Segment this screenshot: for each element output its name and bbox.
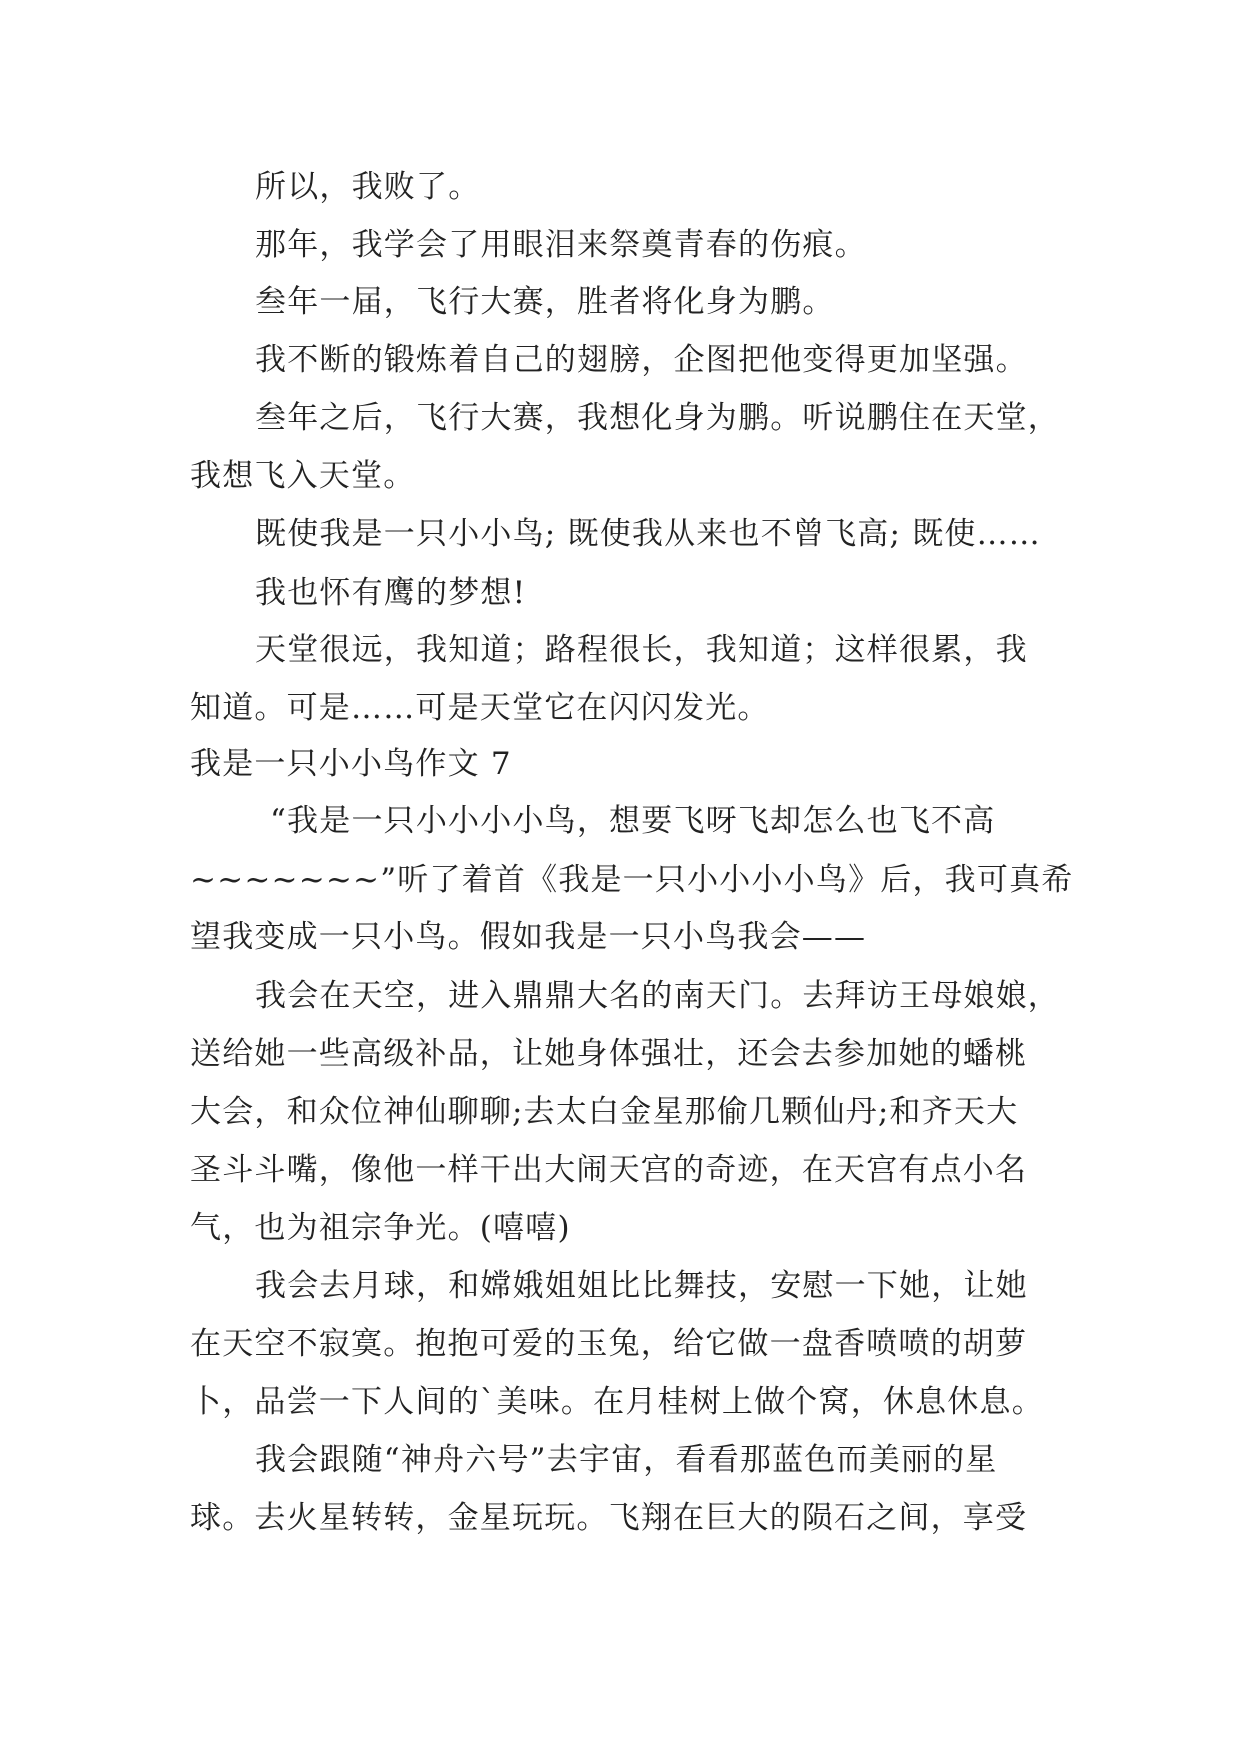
- paragraph-line: 叁年之后，飞行大赛，我想化身为鹏。听说鹏住在天堂，: [255, 400, 1060, 436]
- paragraph-line: 所以，我败了。: [255, 169, 481, 205]
- paragraph-line: 天堂很远，我知道；路程很长，我知道；这样很累，我: [255, 632, 1028, 668]
- paragraph-line: 我会去月球，和嫦娥姐姐比比舞技，安慰一下她，让她: [255, 1268, 1028, 1304]
- paragraph-line: 卜，品尝一下人间的`美味。在月桂树上做个窝，休息休息。: [190, 1384, 1044, 1420]
- paragraph-line: 我不断的锻炼着自己的翅膀，企图把他变得更加坚强。: [255, 342, 1028, 378]
- paragraph-line: ~~~~~~~”听了着首《我是一只小小小小鸟》后，我可真希: [190, 862, 1074, 898]
- paragraph-line: 知道。可是……可是天堂它在闪闪发光。: [190, 690, 770, 726]
- paragraph-line: 圣斗斗嘴，像他一样干出大闹天宫的奇迹，在天宫有点小名: [190, 1152, 1028, 1188]
- paragraph-line: 气，也为祖宗争光。(嘻嘻): [190, 1210, 571, 1246]
- paragraph-line: “我是一只小小小小鸟，想要飞呀飞却怎么也飞不高: [270, 803, 996, 839]
- paragraph-line: 既使我是一只小小鸟; 既使我从来也不曾飞高; 既使……: [255, 516, 1041, 552]
- paragraph-line: 我想飞入天堂。: [190, 458, 416, 494]
- paragraph-line: 那年，我学会了用眼泪来祭奠青春的伤痕。: [255, 227, 867, 263]
- paragraph-line: 叁年一届，飞行大赛，胜者将化身为鹏。: [255, 284, 835, 320]
- section-heading: 我是一只小小鸟作文 7: [190, 746, 512, 782]
- paragraph-line: 我也怀有鹰的梦想!: [255, 575, 527, 611]
- paragraph-line: 我会跟随“神舟六号”去宇宙，看看那蓝色而美丽的星: [255, 1442, 998, 1478]
- paragraph-line: 送给她一些高级补品，让她身体强壮，还会去参加她的蟠桃: [190, 1036, 1028, 1072]
- paragraph-line: 望我变成一只小鸟。假如我是一只小鸟我会——: [190, 919, 867, 955]
- paragraph-line: 在天空不寂寞。抱抱可爱的玉兔，给它做一盘香喷喷的胡萝: [190, 1326, 1028, 1362]
- paragraph-line: 我会在天空，进入鼎鼎大名的南天门。去拜访王母娘娘，: [255, 978, 1060, 1014]
- paragraph-line: 大会，和众位神仙聊聊;去太白金星那偷几颗仙丹;和齐天大: [190, 1094, 1019, 1130]
- paragraph-line: 球。去火星转转，金星玩玩。飞翔在巨大的陨石之间，享受: [190, 1500, 1028, 1536]
